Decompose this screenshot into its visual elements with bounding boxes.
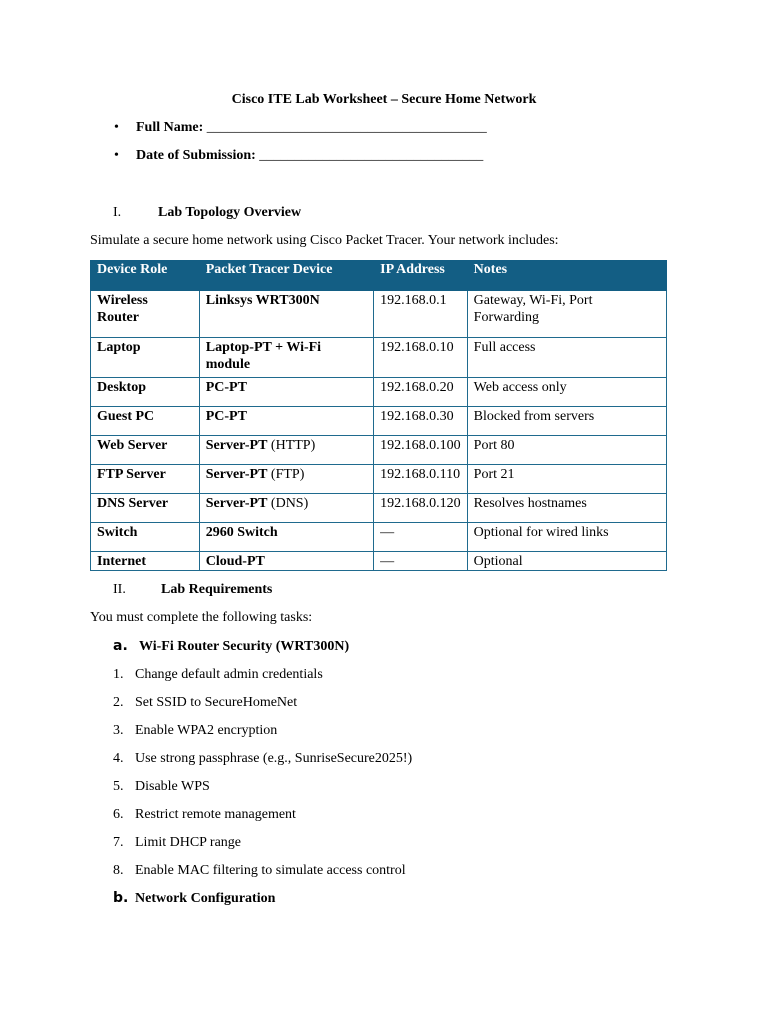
list-item xyxy=(113,807,296,823)
cell-notes: Port 21 xyxy=(467,465,666,494)
cell-device xyxy=(199,291,373,338)
table-row xyxy=(91,407,667,436)
list-text: Disable WPS xyxy=(135,779,210,794)
cell-role: Desktop xyxy=(91,378,200,407)
table-row xyxy=(91,436,667,465)
subsection-b-letter: b. xyxy=(113,890,129,906)
full-name-label: Full Name: xyxy=(136,120,204,135)
cell-device xyxy=(199,407,373,436)
list-number: 5. xyxy=(113,779,124,794)
cell-ip: 192.168.0.10 xyxy=(374,338,468,378)
bullet-icon: • xyxy=(114,120,119,135)
list-item xyxy=(113,835,241,851)
cell-device xyxy=(199,378,373,407)
list-text: Change default admin credentials xyxy=(135,667,323,682)
section-1-number: I. xyxy=(113,205,122,220)
list-number: 8. xyxy=(113,863,124,878)
list-text: Enable WPA2 encryption xyxy=(135,723,278,738)
date-of-submission-blank: ________________________________ xyxy=(259,148,484,163)
full-name-field xyxy=(114,120,487,136)
table-row xyxy=(91,378,667,407)
cell-device xyxy=(199,523,373,552)
device-name: Linksys WRT300N xyxy=(205,293,320,308)
header-ip-address: IP Address xyxy=(374,261,468,291)
header-packet-tracer-device: Packet Tracer Device xyxy=(199,261,373,291)
bullet-icon: • xyxy=(114,148,119,163)
list-text: Use strong passphrase (e.g., SunriseSecure2025!) xyxy=(135,751,413,766)
cell-notes: Blocked from servers xyxy=(467,407,666,436)
list-text: Restrict remote management xyxy=(135,807,296,822)
cell-notes: Full access xyxy=(467,338,666,378)
cell-ip: 192.168.0.30 xyxy=(374,407,468,436)
cell-role: Laptop xyxy=(91,338,200,378)
list-text: Limit DHCP range xyxy=(135,835,242,850)
list-item xyxy=(113,779,210,795)
cell-role: Wireless Router xyxy=(91,291,200,338)
list-item xyxy=(113,723,277,739)
section-2-heading xyxy=(113,582,272,598)
table-row xyxy=(91,523,667,552)
full-name-blank: ________________________________________ xyxy=(206,120,487,135)
subsection-b-heading xyxy=(113,890,275,907)
list-number: 6. xyxy=(113,807,124,822)
topology-table xyxy=(90,260,667,571)
table-row xyxy=(91,291,667,338)
list-text: Enable MAC filtering to simulate access control xyxy=(135,863,406,878)
cell-notes: Gateway, Wi-Fi, Port Forwarding xyxy=(467,291,666,338)
table-header-row xyxy=(91,261,667,291)
device-extra: (HTTP) xyxy=(267,438,316,453)
list-number: 1. xyxy=(113,667,124,682)
cell-ip: 192.168.0.1 xyxy=(374,291,468,338)
list-number: 3. xyxy=(113,723,124,738)
section-2-intro: You must complete the following tasks: xyxy=(90,610,313,625)
table-row xyxy=(91,494,667,523)
subsection-a-heading xyxy=(113,638,349,655)
cell-ip: — xyxy=(374,552,468,571)
cell-device xyxy=(199,552,373,571)
section-1-intro: Simulate a secure home network using Cisco Packet Tracer. Your network includes: xyxy=(90,233,559,248)
list-number: 4. xyxy=(113,751,124,766)
cell-device xyxy=(199,436,373,465)
cell-device xyxy=(199,494,373,523)
cell-role: Web Server xyxy=(91,436,200,465)
cell-role: Internet xyxy=(91,552,200,571)
cell-ip: 192.168.0.100 xyxy=(374,436,468,465)
cell-device xyxy=(199,465,373,494)
list-item xyxy=(113,695,297,711)
list-item xyxy=(113,751,412,767)
cell-ip: — xyxy=(374,523,468,552)
list-item xyxy=(113,863,406,879)
cell-notes: Resolves hostnames xyxy=(467,494,666,523)
device-name: Server-PT xyxy=(205,467,268,482)
cell-notes: Optional xyxy=(467,552,666,571)
device-name: 2960 Switch xyxy=(205,525,278,540)
date-of-submission-label: Date of Submission: xyxy=(136,148,256,163)
cell-device xyxy=(199,338,373,378)
list-number: 2. xyxy=(113,695,124,710)
cell-notes: Web access only xyxy=(467,378,666,407)
cell-role: Guest PC xyxy=(91,407,200,436)
cell-ip: 192.168.0.120 xyxy=(374,494,468,523)
list-text: Set SSID to SecureHomeNet xyxy=(135,695,298,710)
cell-role: FTP Server xyxy=(91,465,200,494)
device-name: Server-PT xyxy=(205,496,268,511)
cell-role: Switch xyxy=(91,523,200,552)
device-name: PC-PT xyxy=(205,409,247,424)
header-notes: Notes xyxy=(467,261,666,291)
device-name: Server-PT xyxy=(205,438,268,453)
subsection-a-letter: a. xyxy=(113,638,128,654)
device-name: PC-PT xyxy=(205,380,247,395)
cell-role: DNS Server xyxy=(91,494,200,523)
subsection-a-title: Wi-Fi Router Security (WRT300N) xyxy=(139,639,350,654)
section-1-heading xyxy=(113,205,301,221)
table-row xyxy=(91,338,667,378)
list-number: 7. xyxy=(113,835,124,850)
table-row xyxy=(91,552,667,571)
section-1-title: Lab Topology Overview xyxy=(158,205,302,220)
cell-notes: Optional for wired links xyxy=(467,523,666,552)
table-row xyxy=(91,465,667,494)
cell-ip: 192.168.0.20 xyxy=(374,378,468,407)
cell-ip: 192.168.0.110 xyxy=(374,465,468,494)
list-item xyxy=(113,667,323,683)
device-extra: (DNS) xyxy=(267,496,309,511)
header-device-role: Device Role xyxy=(91,261,200,291)
device-name: Laptop-PT + Wi-Fi module xyxy=(205,340,322,372)
subsection-b-title: Network Configuration xyxy=(135,891,276,906)
device-extra: (FTP) xyxy=(267,467,305,482)
cell-notes: Port 80 xyxy=(467,436,666,465)
section-2-number: II. xyxy=(113,582,126,597)
device-name: Cloud-PT xyxy=(205,554,265,569)
date-of-submission-field xyxy=(114,148,483,164)
document-title: Cisco ITE Lab Worksheet – Secure Home Network xyxy=(231,92,537,107)
section-2-title: Lab Requirements xyxy=(161,582,273,597)
